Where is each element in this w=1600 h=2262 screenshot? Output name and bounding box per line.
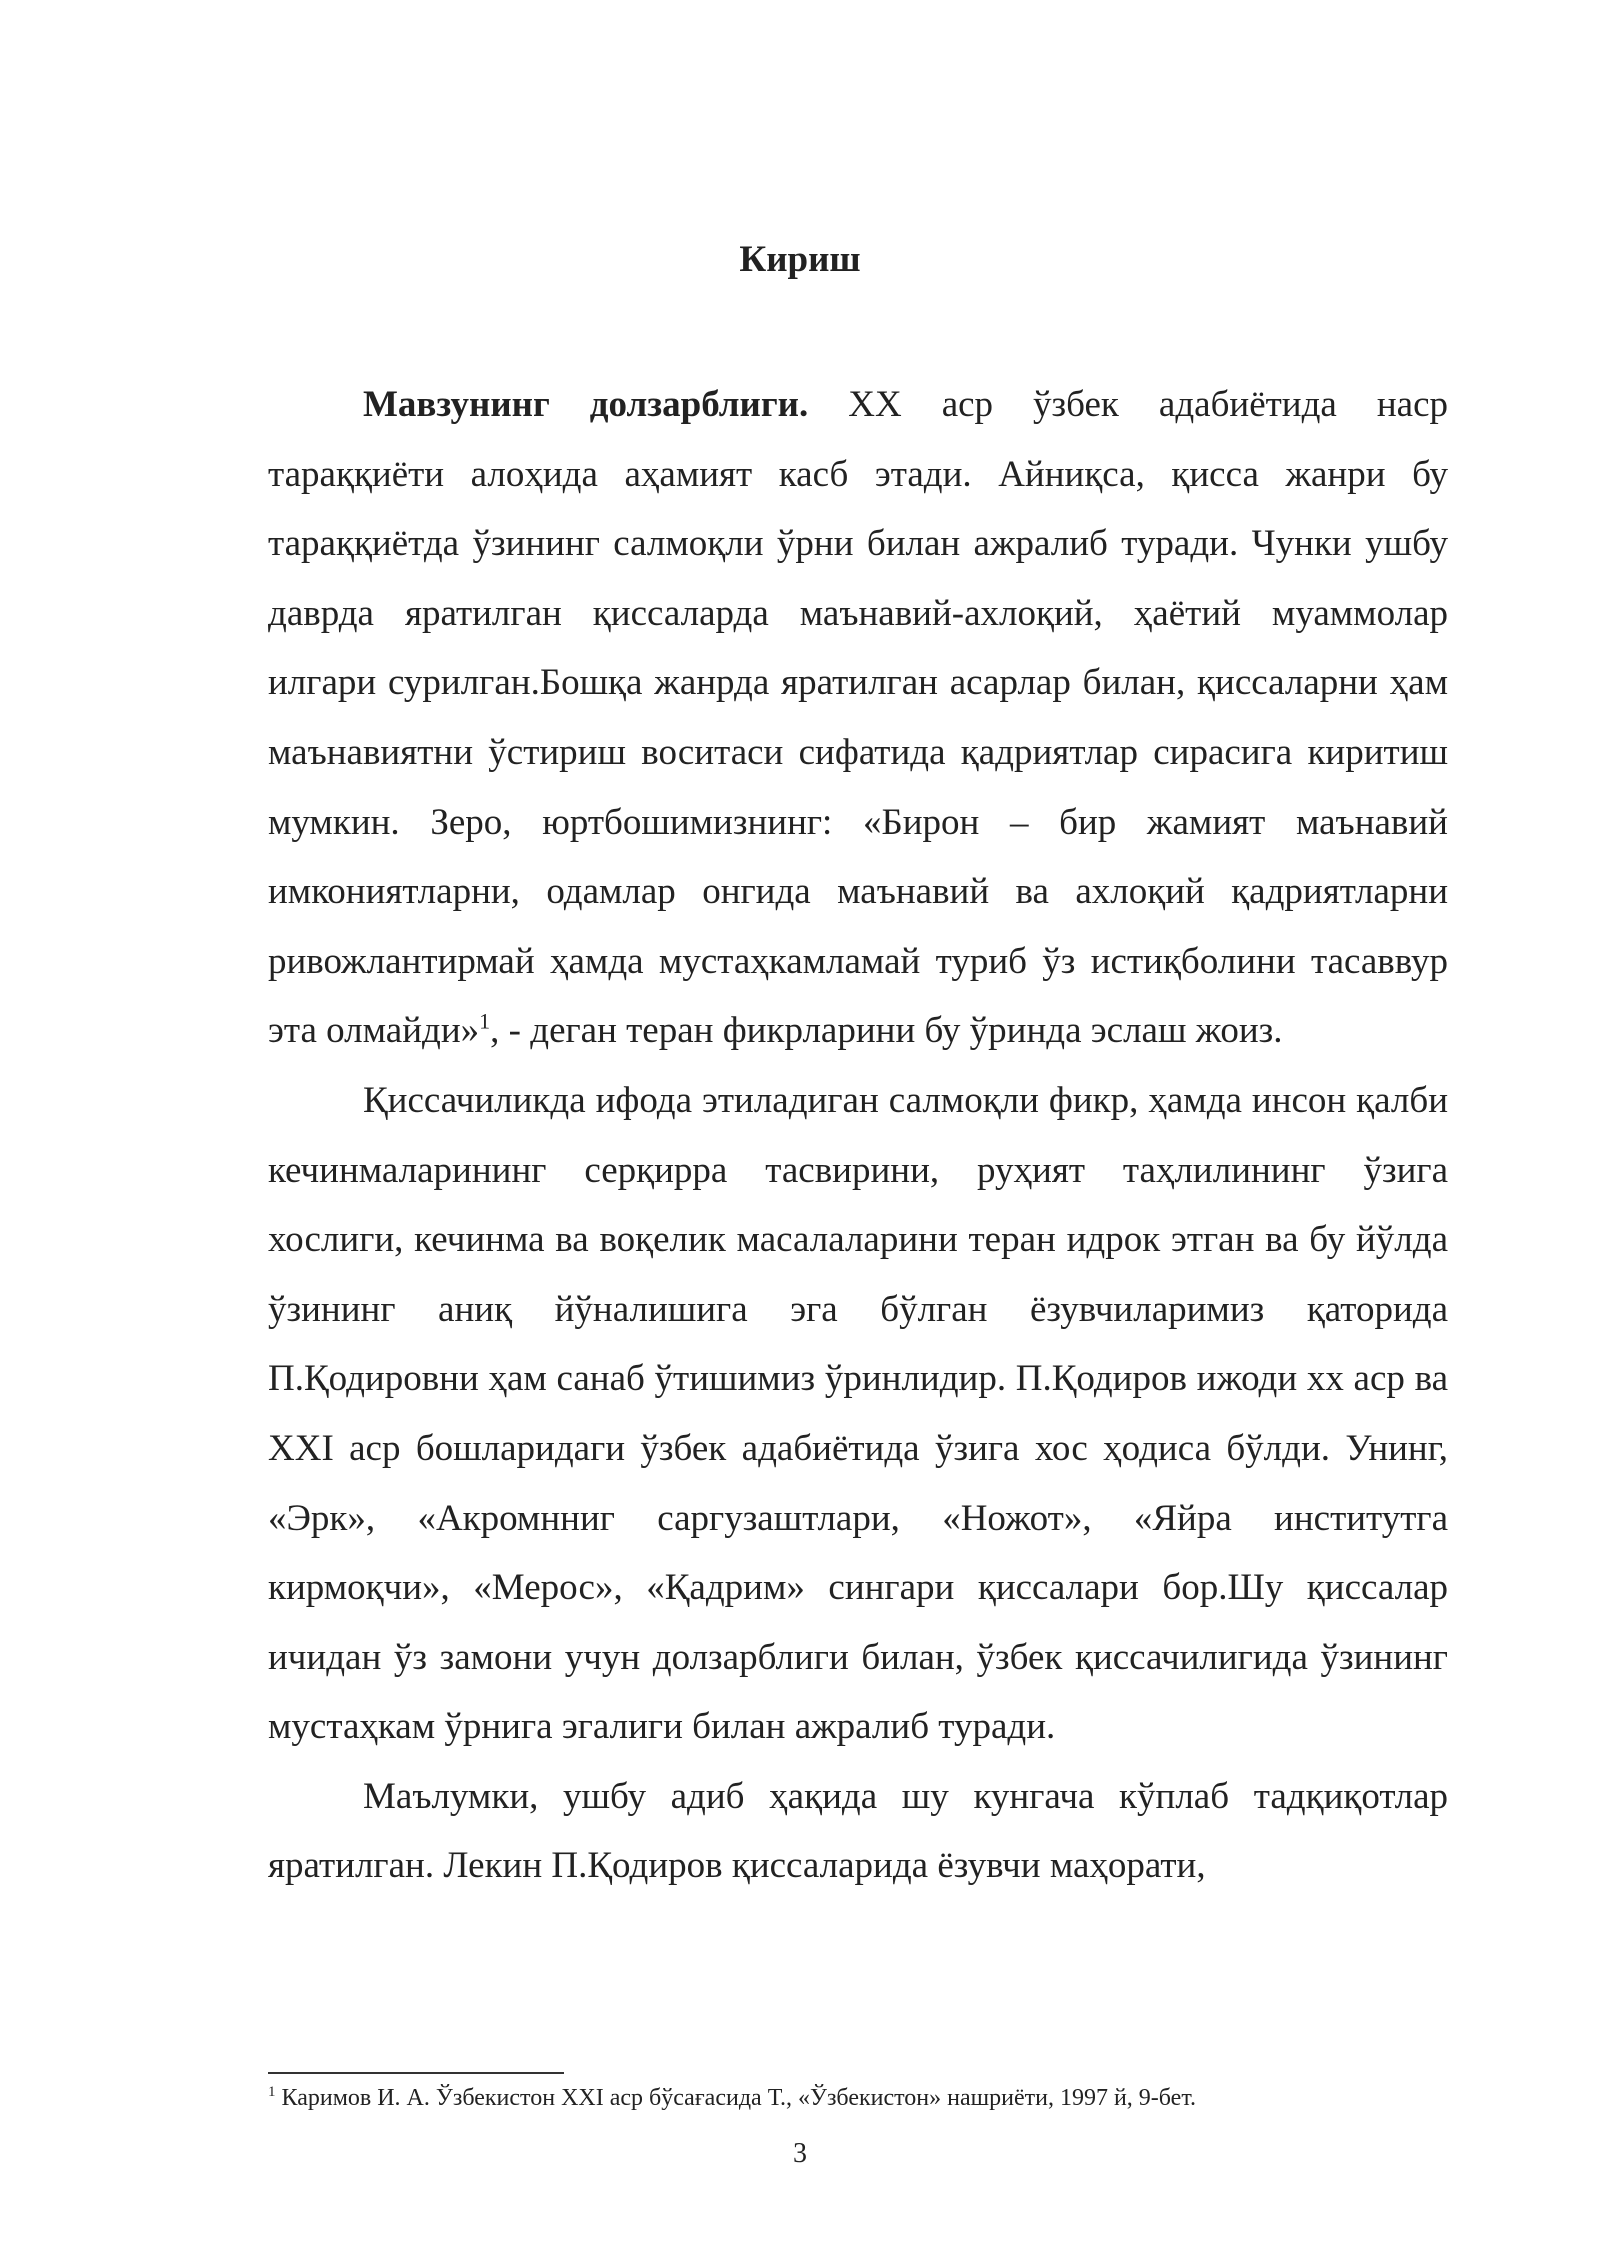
footnote-reference[interactable]: 1 <box>479 1009 491 1035</box>
paragraph-lead-heading: Мавзунинг долзарблиги. <box>363 384 809 425</box>
footnote-marker: 1 <box>268 2084 276 2100</box>
paragraph-text-continued: , - деган теран фикрларини бу ўринда эслаш жоиз. <box>490 1010 1283 1052</box>
page-number: 3 <box>793 2138 807 2169</box>
footnote-text: Каримов И. А. Ўзбекистон XXI аср бўсағасида Т., «Ўзбекистон» нашриёти, 1997 й, 9-бет. <box>275 2085 1197 2111</box>
paragraph-storytelling <box>268 1066 1448 1762</box>
body-text <box>268 370 1448 1901</box>
page-title: Кириш <box>739 239 861 280</box>
paragraph-relevance <box>268 370 1448 1066</box>
paragraph-text: ХХ аср ўзбек адабиётида наср тараққиёти алоҳида аҳамият касб этади. Айниқса, қисса жанри бу тараққиётда ўзининг салмоқли ўрни билан ажралиб туради. Чунки ушбу даврда яратилган қиссаларда маънавий-ахлоқий, ҳаётий муаммолар илгари сурилган.Бошқа жанрда яратилган асарлар билан, қиссаларни ҳам маънавиятни ўстириш воситаси сифатида қадриятлар сирасига киритиш мумкин. Зеро, юртбошимизнинг: «Бирон – бир жамият маънавий имкониятларни, одамлар онгида маънавий ва ахлоқий қадриятларни ривожлантирмай ҳамда мустаҳкамламай туриб ўз истиқболини тасаввур эта олмайди» <box>268 384 1449 1052</box>
paragraph-research <box>268 1762 1448 1901</box>
paragraph-text: Қиссачиликда ифода этиладиган салмоқли фикр, ҳамда инсон қалби кечинмаларининг серқирра тасвирини, руҳият таҳлилининг ўзига хослиги, кечинма ва воқелик масалаларини теран идрок этган ва бу йўлда ўзининг аниқ йўналишига эга бўлган ёзувчиларимиз қаторида П.Қодировни ҳам санаб ўтишимиз ўринлидир. П.Қодиров ижоди хх аср ва XXI аср бошларидаги ўзбек адабиётида ўзига хос ҳодиса бўлди. Унинг, «Эрк», «Акромнниг саргузаштлари, «Ножот», «Яйра институтга кирмоқчи», «Мерос», «Қадрим» сингари қиссалари бор.Шу қиссалар ичидан ўз замони учун долзарблиги билан, ўзбек қиссачилигида ўзининг мустаҳкам ўрнига эгалиги билан ажралиб туради. <box>268 1079 1448 1748</box>
paragraph-text: Маълумки, ушбу адиб ҳақида шу кунгача кўплаб тадқиқотлар яратилган. Лекин П.Қодиров қиссаларида ёзувчи маҳорати, <box>268 1775 1448 1887</box>
footnote <box>268 2080 1448 2116</box>
footnote-divider <box>268 2072 564 2074</box>
